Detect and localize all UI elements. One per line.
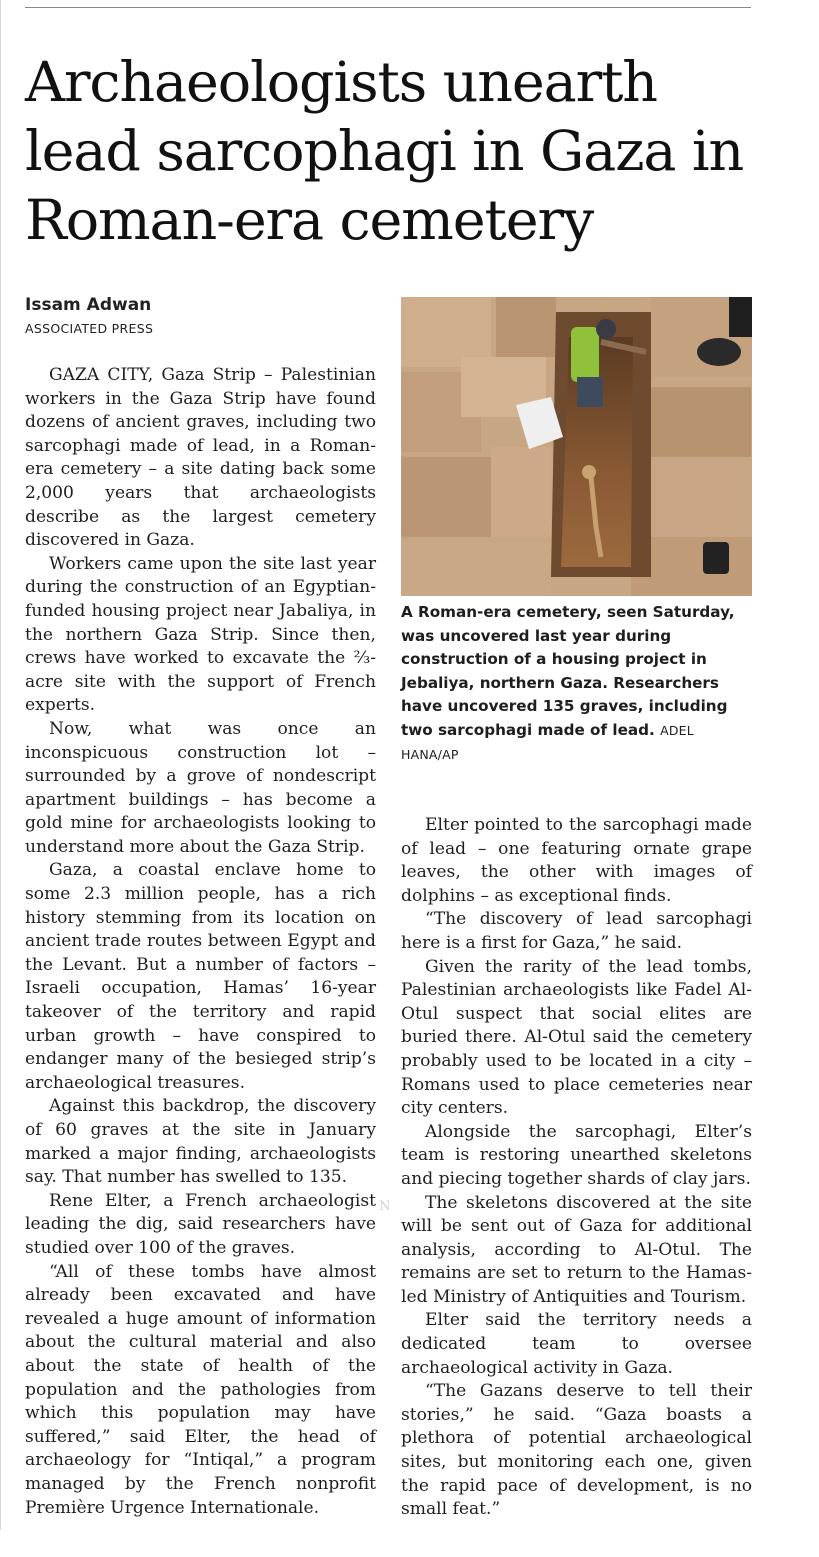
agency-line: ASSOCIATED PRESS (25, 321, 154, 336)
excavation-photo (401, 297, 752, 596)
paragraph: Against this backdrop, the discovery of 60 graves at the site in January marked a major finding, archaeologists say. That number has swelled to 135. (25, 1096, 376, 1188)
paragraph: Gaza, a coastal enclave home to some 2.3 million people, has a rich history stemming from its location on ancient trade routes between Egypt and the Levant. But a number of factors – Israeli occupation, Hamas’ 16-year takeover of the territory and rapid urban growth – have conspired to endanger many of the besieged strip’s archaeological treasures. (25, 860, 376, 1093)
headline: Archaeologists unearth lead sarcophagi in Gaza in Roman-era cemetery (25, 50, 744, 253)
paragraph: “All of these tombs have almost already been excavated and have revealed a huge amount of information about the cultural material and also about the state of health of the population and the pathologies from which this population may have suffered,” said Elter, the head of archaeology for “Intiqal,” a program managed by the French nonprofit Première Urgence Internationale. (25, 1261, 376, 1518)
caption-text: A Roman-era cemetery, seen Saturday, was uncovered last year during construction of a housing project in Jebaliya, northern Gaza. Researchers have uncovered 135 graves, including two sarcophagi made of lead. (401, 603, 735, 739)
byline: Issam Adwan (25, 295, 152, 315)
paragraph: Elter pointed to the sarcophagi made of lead – one featuring ornate grape leaves, the other with images of dolphins – as exceptional finds. (401, 815, 752, 906)
photo-credit: ADEL HANA/AP (401, 722, 694, 762)
paragraph: “The discovery of lead sarcophagi here is a first for Gaza,” he said. (401, 909, 752, 953)
paragraph: Workers came upon the site last year during the construction of an Egyptian-funded housing project near Jabaliya, in the northern Gaza Strip. Since then, crews have worked to excavate the ⅔-acre site with the support of French experts. (25, 553, 376, 716)
stray-mark: N (379, 1199, 391, 1214)
article-column-right (401, 814, 752, 1522)
paragraph: Elter said the territory needs a dedicated team to oversee archaeological activity in Gaza. (401, 1310, 752, 1378)
top-rule (25, 7, 751, 8)
paragraph: GAZA CITY, Gaza Strip – Palestinian workers in the Gaza Strip have found dozens of ancient graves, including two sarcophagi made of lead, in a Roman-era cemetery – a site dating back some 2,000 years that archaeologists describe as the largest cemetery discovered in Gaza. (25, 365, 376, 551)
paragraph: “The Gazans deserve to tell their stories,” he said. “Gaza boasts a plethora of potential archaeological sites, but monitoring each one, given the rapid pace of development, is no small feat.” (401, 1381, 752, 1520)
article-column-left (25, 364, 376, 1520)
paragraph: Rene Elter, a French archaeologist leading the dig, said researchers have studied over 100 of the graves. (25, 1190, 376, 1258)
photo-caption (401, 601, 752, 766)
paragraph: Given the rarity of the lead tombs, Palestinian archaeologists like Fadel Al-Otul suspect that social elites are buried there. Al-Otul said the cemetery probably used to be located in a city – Romans used to place cemeteries near city centers. (401, 956, 752, 1119)
paragraph: The skeletons discovered at the site will be sent out of Gaza for additional analysis, according to Al-Otul. The remains are set to return to the Hamas-led Ministry of Antiquities and Tourism. (401, 1192, 752, 1307)
excavation-photo-illustration (401, 297, 752, 596)
paragraph: Alongside the sarcophagi, Elter’s team is restoring unearthed skeletons and piecing together shards of clay jars. (401, 1121, 752, 1189)
page-edge-rule (0, 0, 1, 1530)
paragraph: Now, what was once an inconspicuous construction lot – surrounded by a grove of nondescript apartment buildings – has become a gold mine for archaeologists looking to understand more about the Gaza Strip. (25, 718, 376, 857)
